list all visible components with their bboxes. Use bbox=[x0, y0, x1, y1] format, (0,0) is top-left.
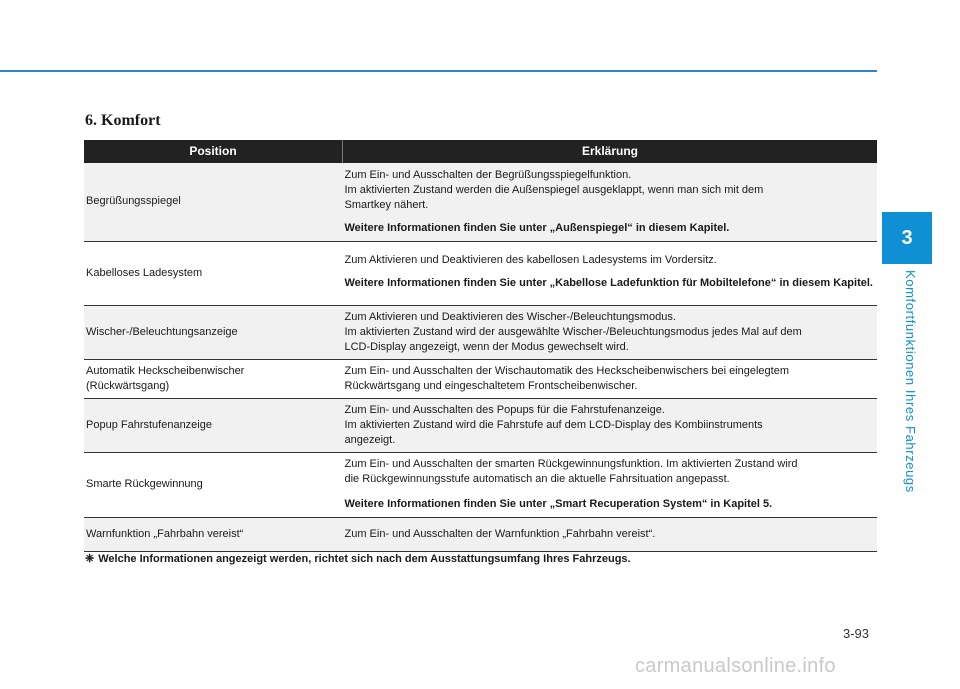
page-number: 3-93 bbox=[843, 626, 870, 641]
row-position bbox=[84, 359, 343, 398]
watermark: carmanualsonline.info bbox=[635, 655, 836, 677]
header-position: Position bbox=[84, 140, 343, 163]
asterisk-icon: ❈ bbox=[85, 553, 95, 565]
chapter-number: 3 bbox=[901, 226, 913, 249]
header-erklaerung: Erklärung bbox=[581, 144, 638, 158]
chapter-side-label: Komfortfunktionen Ihres Fahrzeugs bbox=[903, 270, 918, 493]
table-row bbox=[84, 452, 877, 517]
row-position: Begrüßungsspiegel bbox=[86, 195, 181, 208]
row-description bbox=[343, 305, 878, 359]
table-row bbox=[84, 241, 877, 305]
row-description-text: Zum Ein- und Ausschalten der Begrüßungsspiegelfunktion. Im aktivierten Zustand werden die Außenspiegel ausgeklappt, wenn man sich mit dem Smartkey nähert. bbox=[344, 168, 764, 211]
table-header-row bbox=[84, 140, 877, 163]
table-row bbox=[84, 305, 877, 359]
table-row bbox=[84, 517, 877, 551]
row-description bbox=[343, 241, 878, 305]
row-position: Kabelloses Ladesystem bbox=[86, 266, 203, 279]
row-description-text: Zum Ein- und Ausschalten der Wischautomatik des Heckscheibenwischers bei eingelegtem Rückwärtsgang und eingeschaltetem Frontscheibenwischer. bbox=[344, 364, 789, 392]
row-description-text: Zum Aktivieren und Deaktivieren des kabellosen Ladesystems im Vordersitz. bbox=[344, 254, 717, 266]
row-position-line2: (Rückwärtsgang) bbox=[86, 379, 170, 392]
row-position: Wischer-/Beleuchtungsanzeige bbox=[86, 325, 238, 338]
row-description-text: Zum Aktivieren und Deaktivieren des Wischer-/Beleuchtungsmodus. Im aktivierten Zustand wird der ausgewählte Wischer-/Beleuchtungsmodus jedes Mal auf dem LCD-Display angezeigt, wenn der Modus gewechselt wird. bbox=[344, 310, 802, 353]
footnote bbox=[85, 552, 631, 565]
footnote-text: Welche Informationen angezeigt werden, richtet sich nach dem Ausstattungsumfang Ihres Fahrzeugs. bbox=[98, 553, 631, 565]
table-row bbox=[84, 163, 877, 241]
row-position: Warnfunktion „Fahrbahn vereist“ bbox=[86, 527, 244, 540]
table-row bbox=[84, 398, 877, 452]
row-reference: Weitere Informationen finden Sie unter „Kabellose Ladefunktion für Mobiltelefone“ in diesem Kapitel. bbox=[344, 277, 873, 289]
top-rule bbox=[0, 70, 877, 72]
row-reference: Weitere Informationen finden Sie unter „Smart Recuperation System“ in Kapitel 5. bbox=[344, 498, 773, 510]
row-description bbox=[343, 452, 878, 517]
row-description-text: Zum Ein- und Ausschalten des Popups für die Fahrstufenanzeige. Im aktivierten Zustand wird die Fahrstufe auf dem LCD-Display des Kombiinstruments angezeigt. bbox=[344, 403, 763, 446]
section-title: 6. Komfort bbox=[85, 112, 161, 129]
row-description-text: Zum Ein- und Ausschalten der Warnfunktion „Fahrbahn vereist“. bbox=[344, 527, 656, 540]
table-row bbox=[84, 359, 877, 398]
row-position-line1: Automatik Heckscheibenwischer bbox=[86, 364, 245, 377]
row-description bbox=[343, 359, 878, 398]
row-description bbox=[343, 163, 878, 241]
chapter-tab bbox=[882, 212, 932, 264]
row-reference: Weitere Informationen finden Sie unter „Außenspiegel“ in diesem Kapitel. bbox=[344, 221, 730, 234]
row-description bbox=[343, 398, 878, 452]
row-position: Popup Fahrstufenanzeige bbox=[86, 418, 212, 431]
row-position: Smarte Rückgewinnung bbox=[86, 478, 203, 490]
row-description-text: Zum Ein- und Ausschalten der smarten Rückgewinnungsfunktion. Im aktivierten Zustand wird die Rückgewinnungsstufe automatisch an die aktuelle Fahrsituation angepasst. bbox=[344, 458, 798, 485]
row-description bbox=[343, 517, 878, 551]
settings-table bbox=[84, 140, 877, 552]
